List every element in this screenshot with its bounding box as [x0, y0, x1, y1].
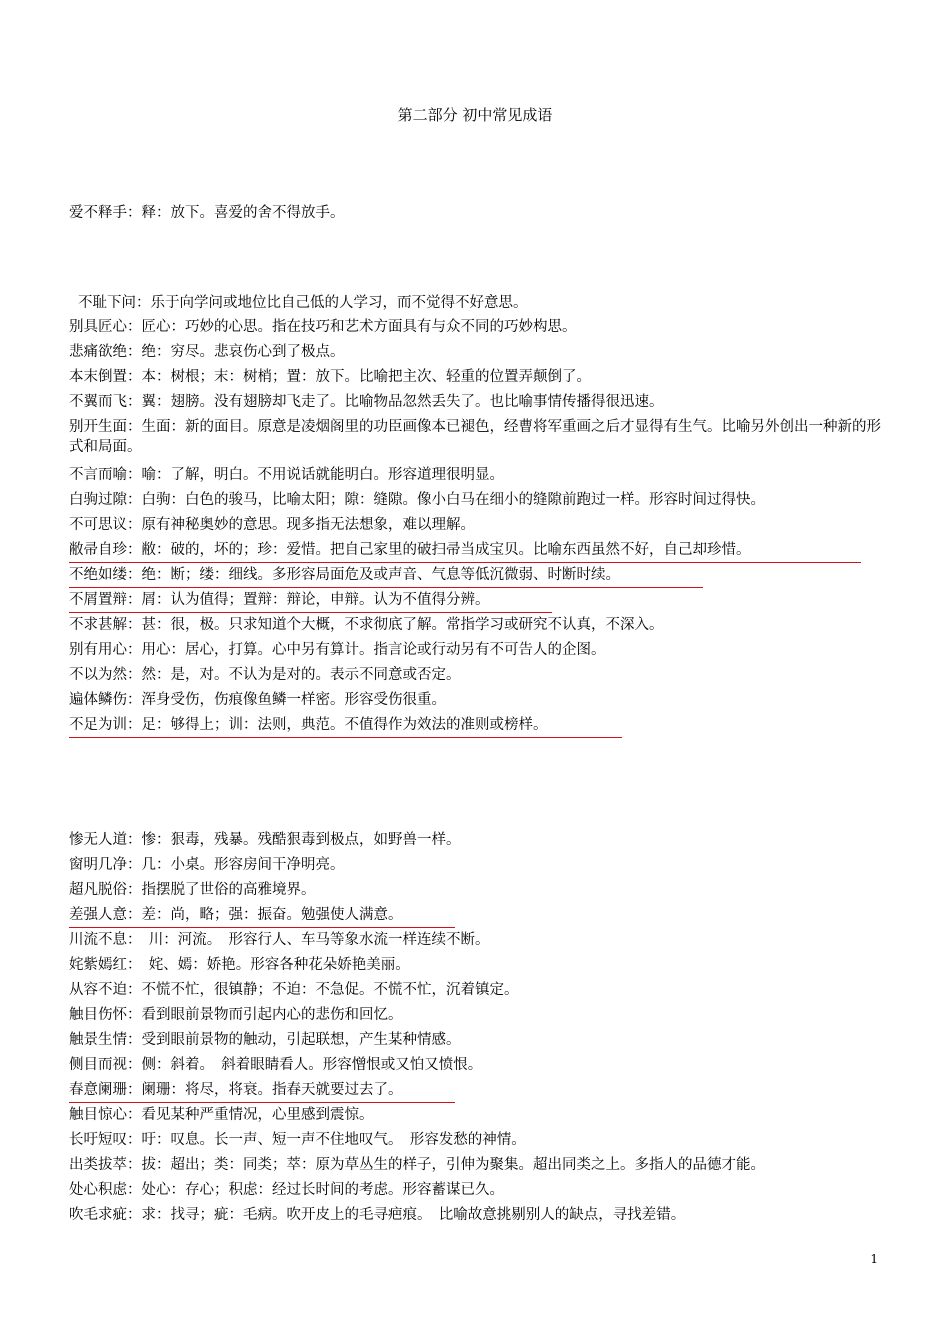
idiom-entry: 白驹过隙：白驹：白色的骏马，比喻太阳；隙：缝隙。像小白马在细小的缝隙前跑过一样。形容时间过得快。: [69, 492, 765, 508]
idiom-entry: 窗明几净：几：小桌。形容房间干净明亮。: [69, 857, 345, 873]
idiom-entry: 处心积虑：处心：存心；积虑：经过长时间的考虑。形容蓄谋已久。: [69, 1182, 504, 1198]
idiom-entry: 不求甚解：甚：很，极。只求知道个大概，不求彻底了解。常指学习或研究不认真，不深入。: [69, 617, 664, 633]
idiom-entry: 触目伤怀：看到眼前景物而引起内心的悲伤和回忆。: [69, 1007, 403, 1023]
idiom-entry-underlined: 春意阑珊：阑珊：将尽，将衰。指春天就要过去了。: [69, 1080, 455, 1103]
idiom-entry: 本末倒置：本：树根；末：树梢；置：放下。比喻把主次、轻重的位置弄颠倒了。: [69, 369, 591, 385]
idiom-entry: 悲痛欲绝：绝：穷尽。悲哀伤心到了极点。: [69, 344, 345, 360]
idiom-entry-underlined: 不足为训：足：够得上；训：法则，典范。不值得作为效法的准则或榜样。: [69, 715, 622, 738]
idiom-entry: 遍体鳞伤：浑身受伤，伤痕像鱼鳞一样密。形容受伤很重。: [69, 692, 446, 708]
idiom-entry-underlined: 差强人意：差：尚，略；强：振奋。勉强使人满意。: [69, 905, 455, 928]
idiom-entry: 别开生面：生面：新的面目。原意是凌烟阁里的功臣画像本已褪色，经曹将军重画之后才显得有生气。比喻另外创出一种新的形式和局面。: [69, 419, 881, 455]
page-title: 第二部分 初中常见成语: [397, 106, 553, 124]
idiom-entry-underlined: 不绝如缕：绝：断；缕：细线。多形容局面危及或声音、气息等低沉微弱、时断时续。: [69, 565, 703, 588]
idiom-entry: 川流不息： 川：河流。 形容行人、车马等象水流一样连续不断。: [69, 932, 490, 948]
idiom-entry: 侧目而视：侧：斜着。 斜着眼睛看人。形容憎恨或又怕又愤恨。: [69, 1057, 483, 1073]
idiom-entry: 触目惊心：看见某种严重情况，心里感到震惊。: [69, 1107, 374, 1123]
idiom-entry: 长吁短叹：吁：叹息。长一声、短一声不住地叹气。 形容发愁的神情。: [69, 1132, 526, 1148]
idiom-entry: 不以为然：然：是，对。不认为是对的。表示不同意或否定。: [69, 667, 461, 683]
idiom-entry: 姹紫嫣红： 姹、嫣：娇艳。形容各种花朵娇艳美丽。: [69, 957, 410, 973]
idiom-entry: 别有用心：用心：居心，打算。心中另有算计。指言论或行动另有不可告人的企图。: [69, 642, 606, 658]
idiom-entry: 触景生情：受到眼前景物的触动，引起联想，产生某种情感。: [69, 1032, 461, 1048]
idiom-entry-underlined: 敝帚自珍：敝：破的，坏的；珍：爱惜。把自己家里的破扫帚当成宝贝。比喻东西虽然不好，自己却珍惜。: [69, 540, 861, 563]
idiom-entry: 爱不释手：释：放下。喜爱的舍不得放手。: [69, 205, 345, 221]
idiom-entry: 惨无人道：惨：狠毒，残暴。残酷狠毒到极点，如野兽一样。: [69, 832, 461, 848]
idiom-entry: 超凡脱俗：指摆脱了世俗的高雅境界。: [69, 882, 316, 898]
idiom-entry: 出类拔萃：拔：超出；类：同类；萃：原为草丛生的样子，引伸为聚集。超出同类之上。多指人的品德才能。: [69, 1157, 765, 1173]
page-number: 1: [870, 1252, 878, 1266]
idiom-entry: 别具匠心：匠心：巧妙的心思。指在技巧和艺术方面具有与众不同的巧妙构思。: [69, 319, 577, 335]
idiom-entry: 不言而喻：喻：了解，明白。不用说话就能明白。形容道理很明显。: [69, 467, 504, 483]
idiom-entry: 不耻下问：乐于向学问或地位比自己低的人学习，而不觉得不好意思。: [78, 295, 528, 311]
idiom-entry: 不可思议：原有神秘奥妙的意思。现多指无法想象，难以理解。: [69, 517, 475, 533]
idiom-entry: 吹毛求疵：求：找寻；疵：毛病。吹开皮上的毛寻疤痕。 比喻故意挑剔别人的缺点，寻找差错。: [69, 1207, 686, 1223]
idiom-entry: 不翼而飞：翼：翅膀。没有翅膀却飞走了。比喻物品忽然丢失了。也比喻事情传播得很迅速。: [69, 394, 664, 410]
idiom-entry: 从容不迫：不慌不忙，很镇静；不迫：不急促。不慌不忙，沉着镇定。: [69, 982, 519, 998]
idiom-entry-underlined: 不屑置辩：屑：认为值得；置辩：辩论，申辩。认为不值得分辨。: [69, 590, 552, 613]
